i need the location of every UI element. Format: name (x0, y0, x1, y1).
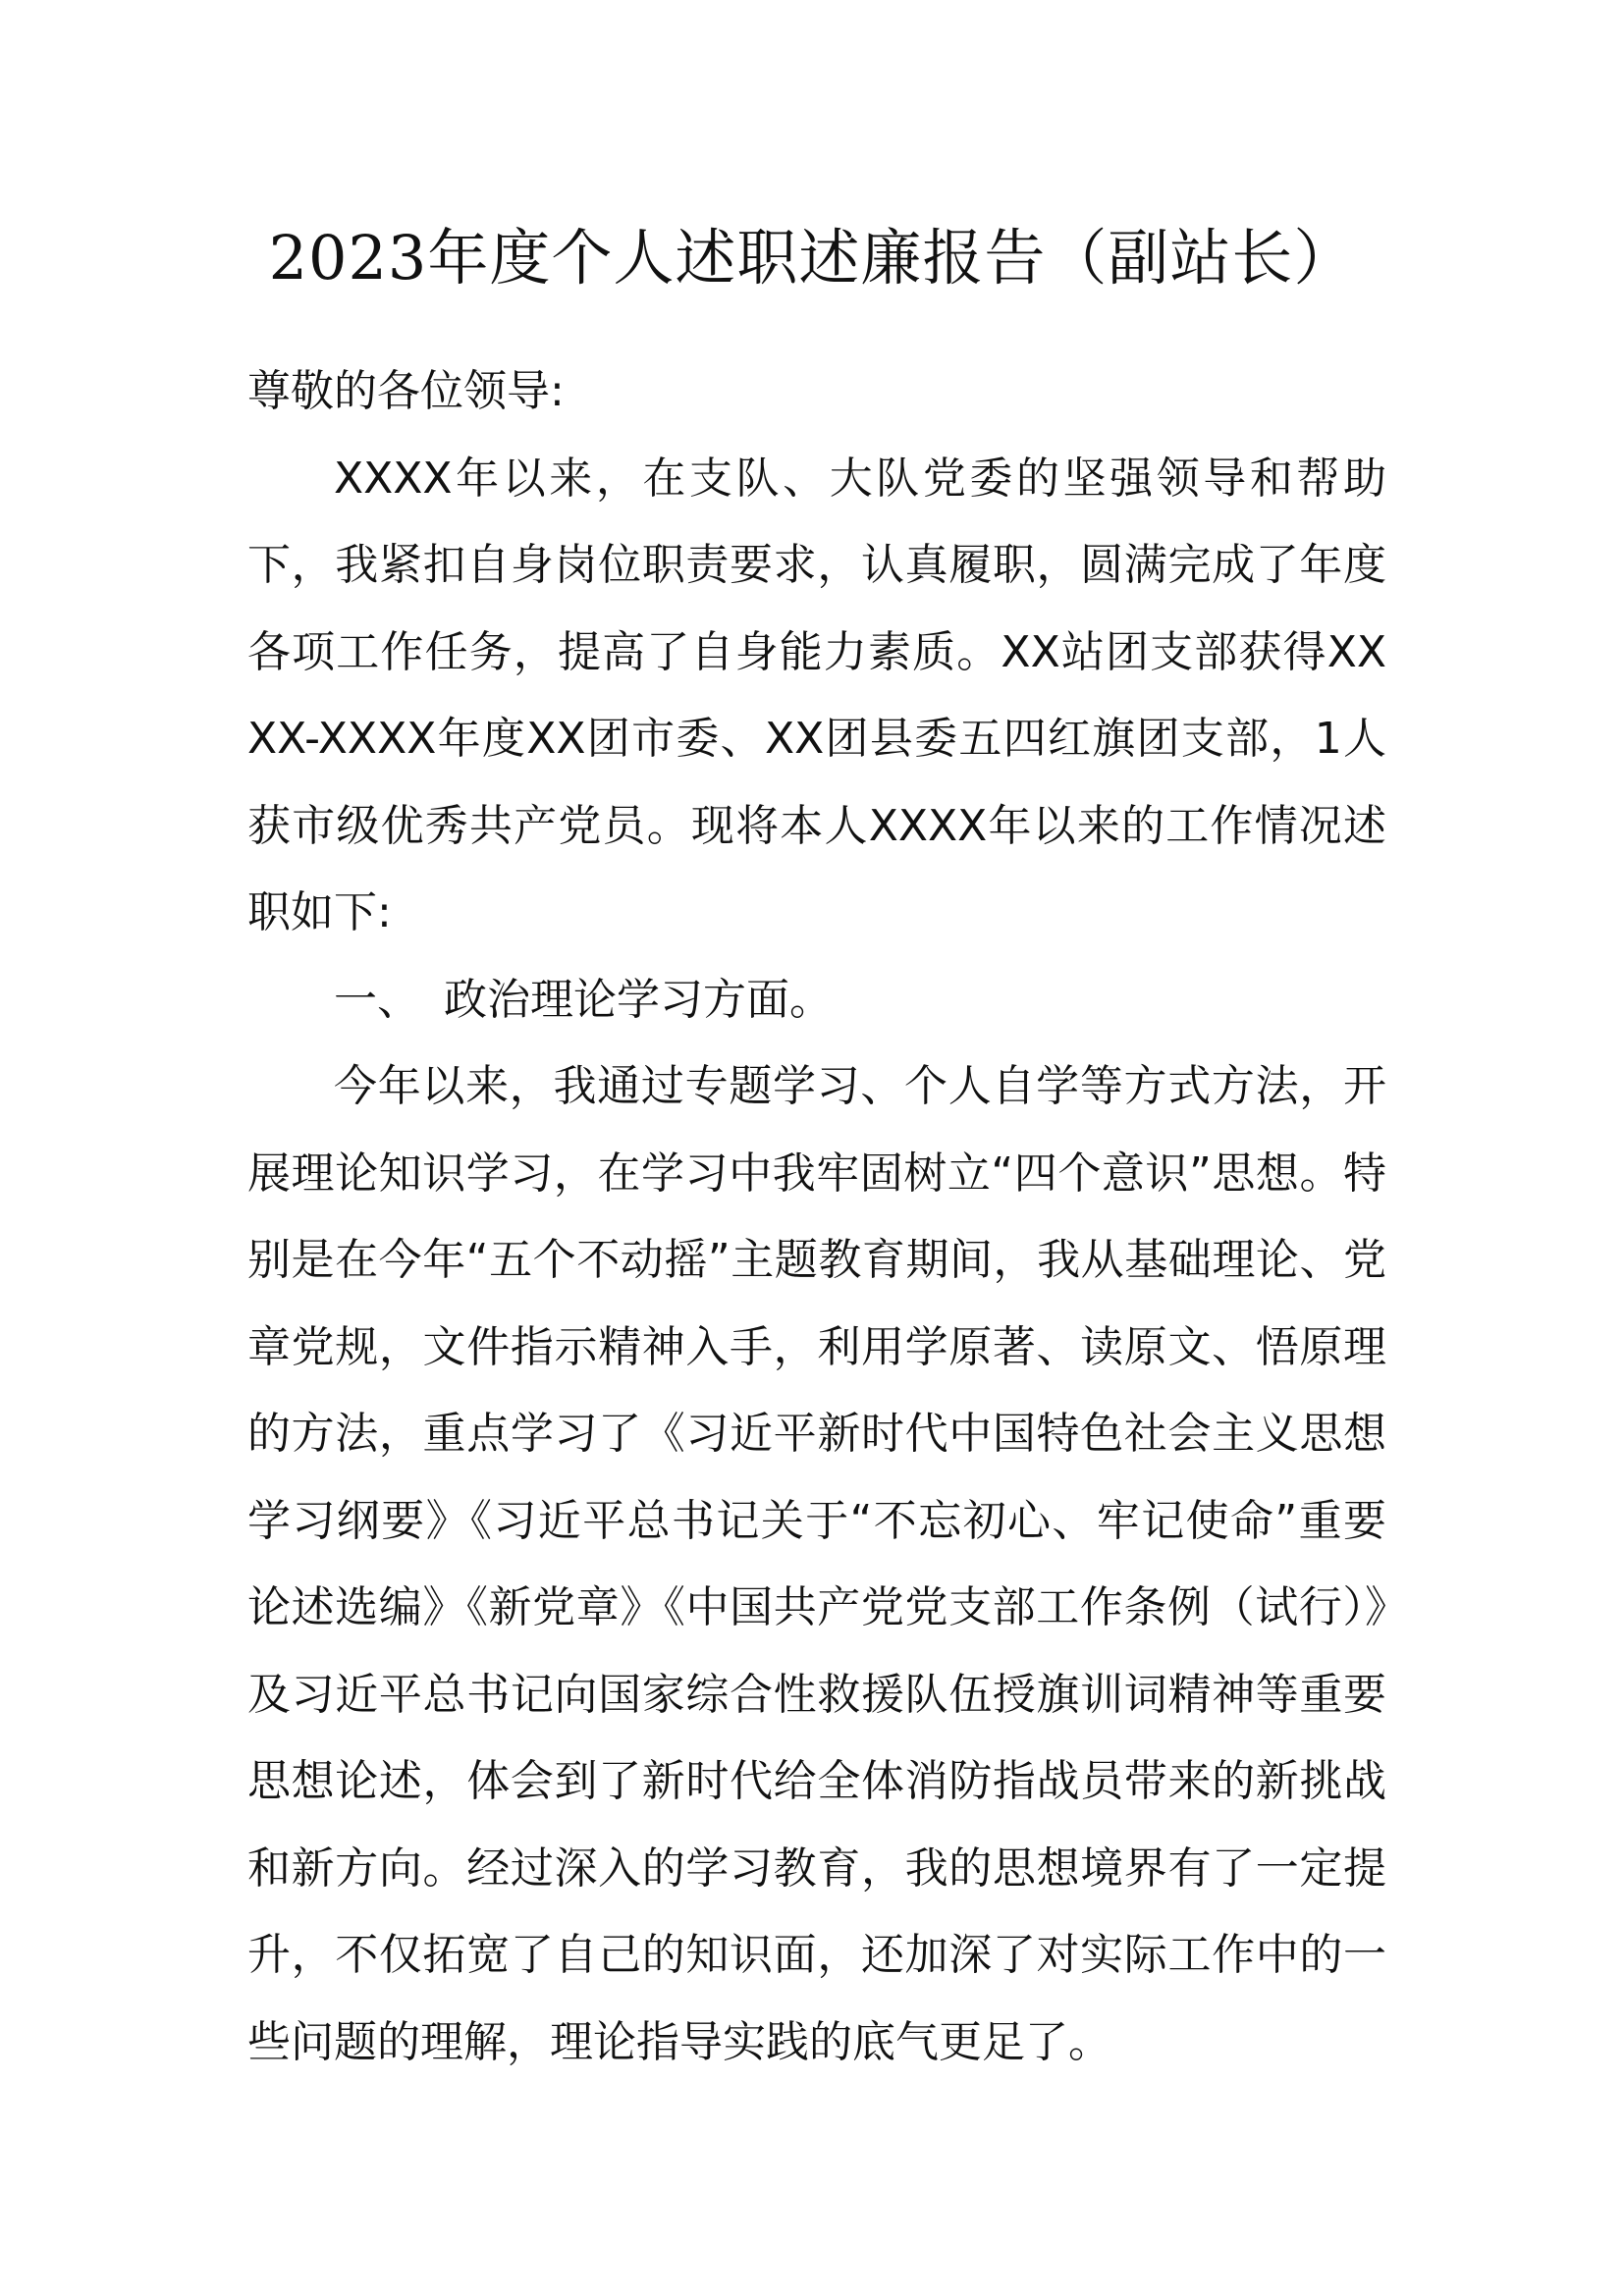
section-heading-text: 政治理论学习方面。 (444, 974, 833, 1025)
section-body-paragraph: 今年以来，我通过专题学习、个人自学等方式方法，开展理论知识学习，在学习中我牢固树立“四个意识”思想。特别是在今年“五个不动摇”主题教育期间，我从基础理论、党章党规，文件指示精神入手，利用学原著、读原文、悟原理的方法，重点学习了《习近平新时代中国特色社会主义思想学习纲要》《习近平总书记关于“不忘初心、牢记使命”重要论述选编》《新党章》《中国共产党党支部工作条例（试行）》及习近平总书记向国家综合性救援队伍授旗训词精神等重要思想论述，体会到了新时代给全体消防指战员带来的新挑战和新方向。经过深入的学习教育，我的思想境界有了一定提升，不仅拓宽了自己的知识面，还加深了对实际工作中的一些问题的理解，理论指导实践的底气更足了。 (247, 1061, 1386, 2067)
document-title: 2023年度个人述职述廉报告（副站长） (268, 222, 1356, 294)
salutation: 尊敬的各位领导: (247, 366, 565, 416)
intro-paragraph: XXXX年以来，在支队、大队党委的坚强领导和帮助下，我紧扣自身岗位职责要求，认真履职，圆满完成了年度各项工作任务，提高了自身能力素质。XX站团支部获得XXXX-XXXX年度XX团市委、XX团县委五四红旗团支部，1人获市级优秀共产党员。现将本人XXXX年以来的工作情况述职如下: (247, 453, 1386, 937)
section-number: 一、 (334, 974, 420, 1025)
section-heading (247, 957, 1386, 1044)
document-body (247, 348, 1386, 2086)
